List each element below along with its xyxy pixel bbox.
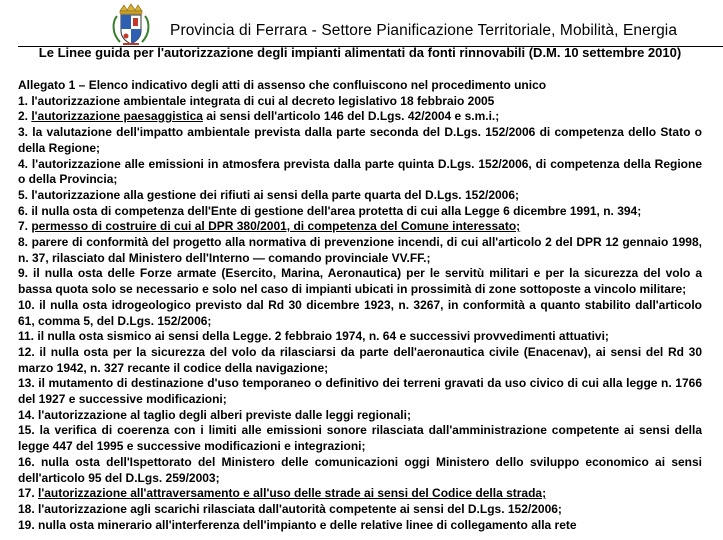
list-item-number: 2. [18,109,32,124]
underlined-text: permesso di costruire di cui al DPR 380/2001, di competenza del Comune interessato; [31,219,521,234]
list-item: 8. parere di conformità del progetto alla normativa di prevenzione incendi, di cui all'articolo 2 del DPR 12 gennaio 1998, n. 37, rilasciato dal Ministero dell'Interno — comando provinciale VV.FF.; [18,235,702,265]
list-item-text: ai sensi dell'articolo 146 del D.Lgs. 42/2004 e s.m.i.; [202,109,500,124]
list-item: 16. nulla osta dell'Ispettorato del Ministero delle comunicazioni oggi Ministero dello sviluppo economico ai sensi dell'articolo 95 del D.Lgs. 259/2003; [18,454,702,485]
list-item-number: 17. [18,486,39,501]
list-item: 18. l'autorizzazione agli scarichi rilasciata dall'autorità competente ai sensi del D.Lgs. 152/2006; [18,501,562,516]
underlined-text: l'autorizzazione all'attraversamento e all'uso delle strade ai sensi del Codice della strada; [38,486,547,501]
list-item: 9. il nulla osta delle Forze armate (Esercito, Marina, Aeronautica) per le servitù militari e per la sicurezza del volo a bassa quota solo se necessario e solo nel caso di impianti ubicati in prossimità di zone sottoposte a vincolo militare; [18,266,702,297]
list-item [18,219,702,235]
list-item: 14. l'autorizzazione al taglio degli alberi previste dalle leggi regionali; [18,407,411,422]
list-item: 11. il nulla osta sismico ai sensi della Legge. 2 febbraio 1974, n. 64 e successivi provvedimenti attuativi; [18,329,609,344]
list-item: 1. l'autorizzazione ambientale integrata di cui al decreto legislativo 18 febbraio 2005 [18,93,495,108]
list-item: 6. il nulla osta di competenza dell'Ente di gestione dell'area protetta di cui alla Legge 6 dicembre 1991, n. 394; [18,203,642,218]
attachment-title: Allegato 1 – Elenco indicativo degli atti di assenso che confluiscono nel procedimento unico [18,78,547,92]
document-body [18,78,702,533]
list-item: 10. il nulla osta idrogeologico previsto dal Rd 30 dicembre 1923, n. 3267, in conformità a quanto stabilito dall'articolo 61, comma 5, del D.Lgs. 152/2006; [18,297,702,328]
coat-of-arms-icon [108,2,154,48]
list-item: 5. l'autorizzazione alla gestione dei rifiuti ai sensi della parte quarta del D.Lgs. 152/2006; [18,187,520,202]
list-item-number: 7. [18,219,32,234]
list-item [18,486,702,502]
list-item [18,109,702,125]
page-title: Provincia di Ferrara - Settore Pianificazione Territoriale, Mobilità, Energia [170,22,678,39]
document-subtitle: Le Linee guida per l'autorizzazione degli impianti alimentati da fonti rinnovabili (D.M. 10 settembre 2010) [38,45,682,60]
underlined-text: l'autorizzazione paesaggistica [31,109,203,124]
list-item: 3. la valutazione dell'impatto ambientale prevista dalla parte seconda del D.Lgs. 152/2006 di competenza dello Stato o della Regione; [18,125,702,155]
list-item: 4. l'autorizzazione alle emissioni in atmosfera prevista dalla parte quinta D.Lgs. 152/2006, di competenza della Regione o della Provincia; [18,156,702,187]
list-item: 12. il nulla osta per la sicurezza del volo da rilasciarsi da parte dell'aeronautica civile (Enacenav), ai sensi del Rd 30 marzo 1942, n. 327 recante il codice della navigazione; [18,344,702,375]
list-item: 13. il mutamento di destinazione d'uso temporaneo o definitivo dei terreni gravati da uso civico di cui alla legge n. 1766 del 1927 e successive modificazioni; [18,376,702,407]
list-item: 15. la verifica di coerenza con i limiti alle emissioni sonore rilasciata dall'amministrazione competente ai sensi della legge 447 del 1995 e successive modificazioni e integrazioni; [18,423,702,454]
list-item: 19. nulla osta minerario all'interferenza dell'impianto e delle relative linee di collegamento alla rete [18,517,577,532]
